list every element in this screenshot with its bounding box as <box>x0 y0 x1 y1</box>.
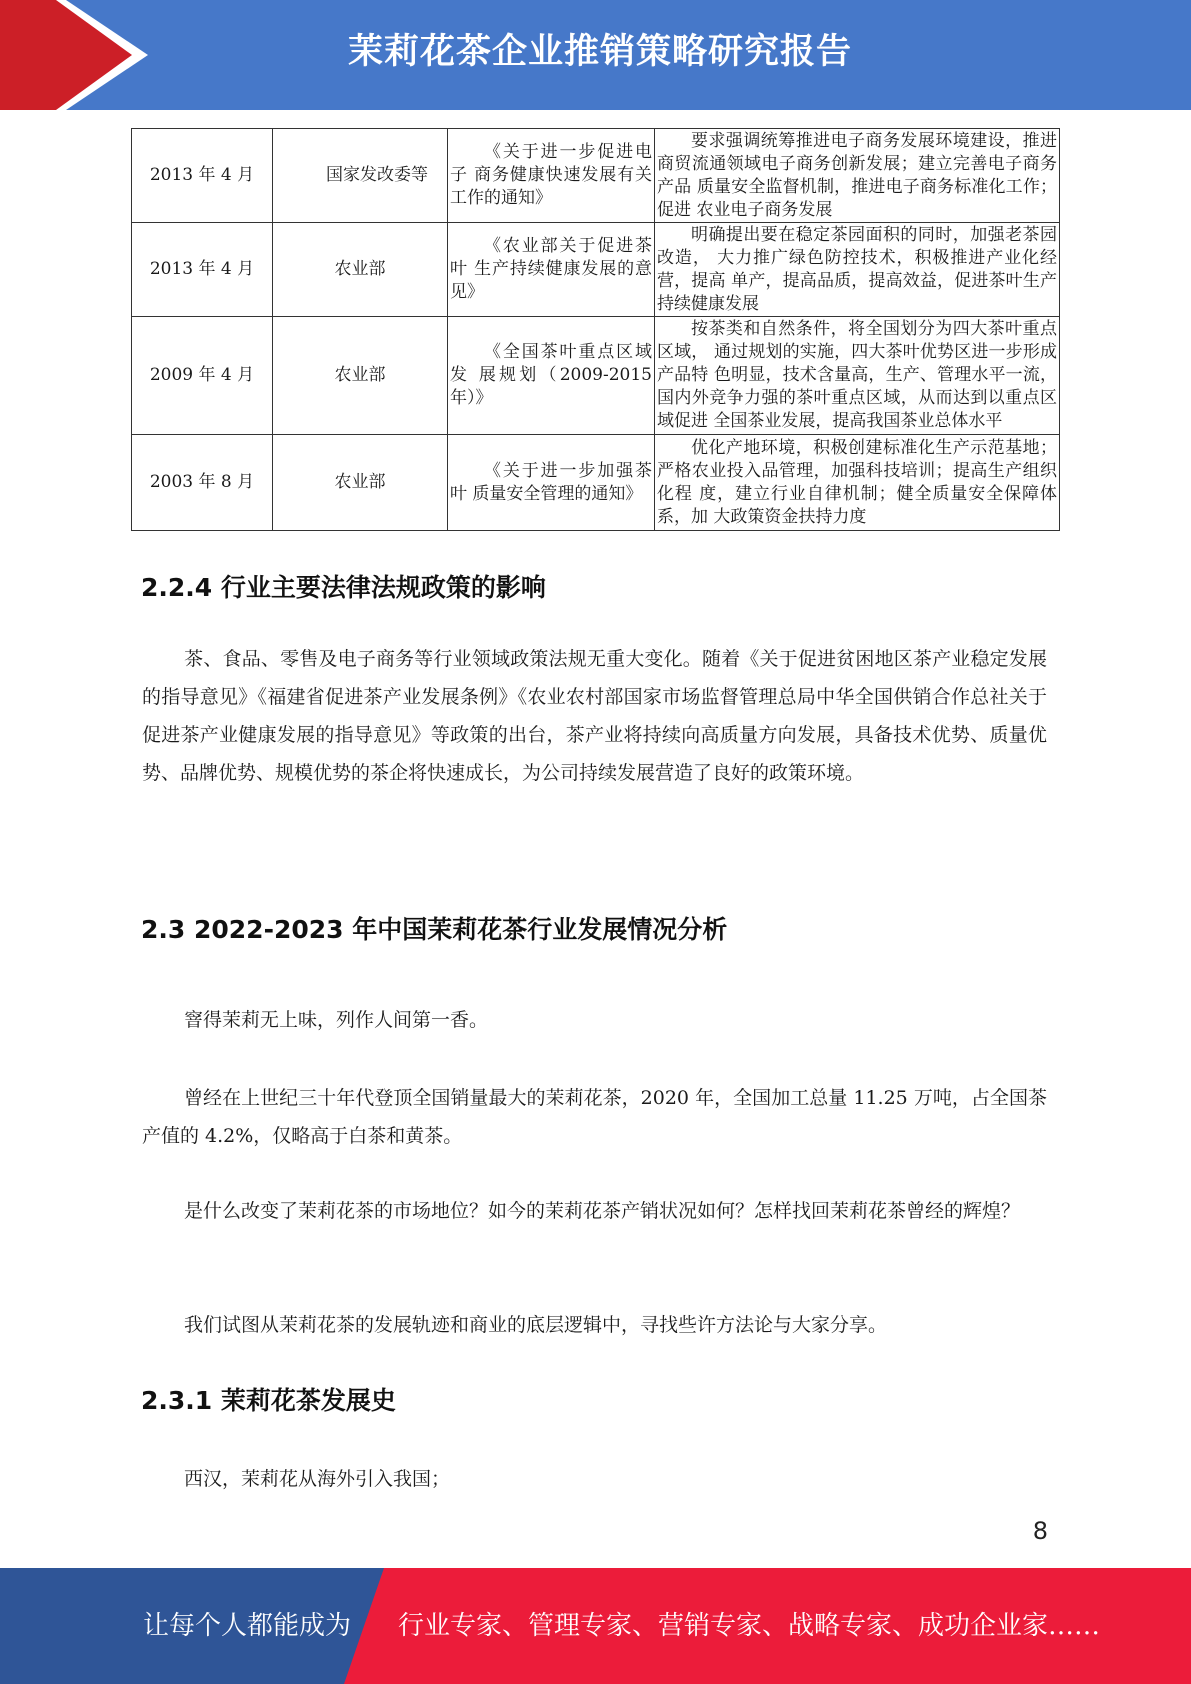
table-cell-date: 2013 年 4 月 <box>132 129 273 223</box>
paragraph-text: 茶、食品、零售及电子商务等行业领域政策法规无重大变化。随着《关于促进贫困地区茶产业稳定发展的指导意见》《福建省促进茶产业发展条例》《农业农村部国家市场监督管理总局中华全国供销合作总社关于促进茶产业健康发展的指导意见》等政策的出台，茶产业将持续向高质量方向发展，具备技术优势、质量优势、品牌优势、规模优势的茶企将快速成长，为公司持续发展营造了良好的政策环境。 <box>142 648 1047 784</box>
table-cell-document: 《关于进一步促进电子 商务健康快速发展有关 工作的通知》 <box>448 129 655 223</box>
paragraph-text: 曾经在上世纪三十年代登顶全国销量最大的茉莉花茶，2020 年，全国加工总量 11.25 万吨，占全国茶产值的 4.2%，仅略高于白茶和黄茶。 <box>142 1087 1047 1147</box>
page-header <box>0 0 1191 110</box>
table-cell-date: 2009 年 4 月 <box>132 317 273 435</box>
page-number: 8 <box>1032 1517 1048 1545</box>
paragraph-text: 西汉，茉莉花从海外引入我国； <box>184 1468 451 1490</box>
footer-slogan-right: 行业专家、管理专家、营销专家、战略专家、成功企业家…… <box>398 1611 1101 1641</box>
table-cell-content: 优化产地环境，积极创建标准化生产示范基地；严格农业投入品管理，加强科技培训；提高生产组织化程 度，建立行业自律机制；健全质量安全保障体系，加 大政策资金扶持力度 <box>655 435 1060 531</box>
report-title: 茉莉花茶企业推销策略研究报告 <box>347 32 852 72</box>
table-cell-date: 2003 年 8 月 <box>132 435 273 531</box>
table-cell-org: 农业部 <box>273 317 448 435</box>
table-cell-content: 明确提出要在稳定茶园面积的同时，加强老茶园改造， 大力推广绿色防控技术，积极推进产业化经营，提高 单产，提高品质，提高效益，促进茶叶生产持续健康发展 <box>655 223 1060 317</box>
red-chevron-logo <box>0 0 160 110</box>
table-cell-org: 农业部 <box>273 435 448 531</box>
table-cell-document: 《全国茶叶重点区域发 展规划（2009-2015 年）》 <box>448 317 655 435</box>
table-cell-document: 《农业部关于促进茶叶 生产持续健康发展的意 见》 <box>448 223 655 317</box>
paragraph-text: 我们试图从茉莉花茶的发展轨迹和商业的底层逻辑中，寻找些许方法论与大家分享。 <box>184 1314 888 1336</box>
paragraph-history-western-han <box>142 1460 1047 1498</box>
section-heading-2-3-1: 2.3.1 茉莉花茶发展史 <box>141 1386 396 1415</box>
paragraph-text: 是什么改变了茉莉花茶的市场地位？如今的茉莉花茶产销状况如何？怎样找回茉莉花茶曾经的辉煌？ <box>184 1200 1021 1222</box>
paragraph-production-stats <box>142 1079 1047 1155</box>
paragraph-policy-impact <box>142 640 1047 792</box>
paragraph-text: 窨得茉莉无上味，列作人间第一香。 <box>184 1009 489 1031</box>
table-row <box>132 317 1060 435</box>
table-cell-org: 农业部 <box>273 223 448 317</box>
section-heading-2-2-4: 2.2.4 行业主要法律法规政策的影响 <box>141 573 546 602</box>
table-row <box>132 435 1060 531</box>
table-cell-content: 要求强调统筹推进电子商务发展环境建设，推进商贸流通领域电子商务创新发展；建立完善电子商务产品 质量安全监督机制，推进电子商务标准化工作；促进 农业电子商务发展 <box>655 129 1060 223</box>
section-heading-2-3: 2.3 2022-2023 年中国茉莉花茶行业发展情况分析 <box>141 915 728 944</box>
paragraph-methodology <box>142 1306 1047 1344</box>
page-footer <box>0 1568 1191 1684</box>
table-row <box>132 129 1060 223</box>
table-cell-date: 2013 年 4 月 <box>132 223 273 317</box>
footer-slogan-left: 让每个人都能成为 <box>143 1611 352 1641</box>
table-cell-document: 《关于进一步加强茶叶 质量安全管理的通知》 <box>448 435 655 531</box>
table-row <box>132 223 1060 317</box>
table-cell-org: 国家发改委等 <box>273 129 448 223</box>
paragraph-jasmine-verse <box>142 1001 1047 1039</box>
table-cell-content: 按茶类和自然条件，将全国划分为四大茶叶重点区域， 通过规划的实施，四大茶叶优势区进一步形成产品特 色明显，技术含量高，生产、管理水平一流，国内外竞争力强的茶叶重点区域，从而达到以重点区域促进 全国茶业发展，提高我国茶业总体水平 <box>655 317 1060 435</box>
policy-table <box>131 128 1060 531</box>
paragraph-questions <box>142 1192 1047 1230</box>
